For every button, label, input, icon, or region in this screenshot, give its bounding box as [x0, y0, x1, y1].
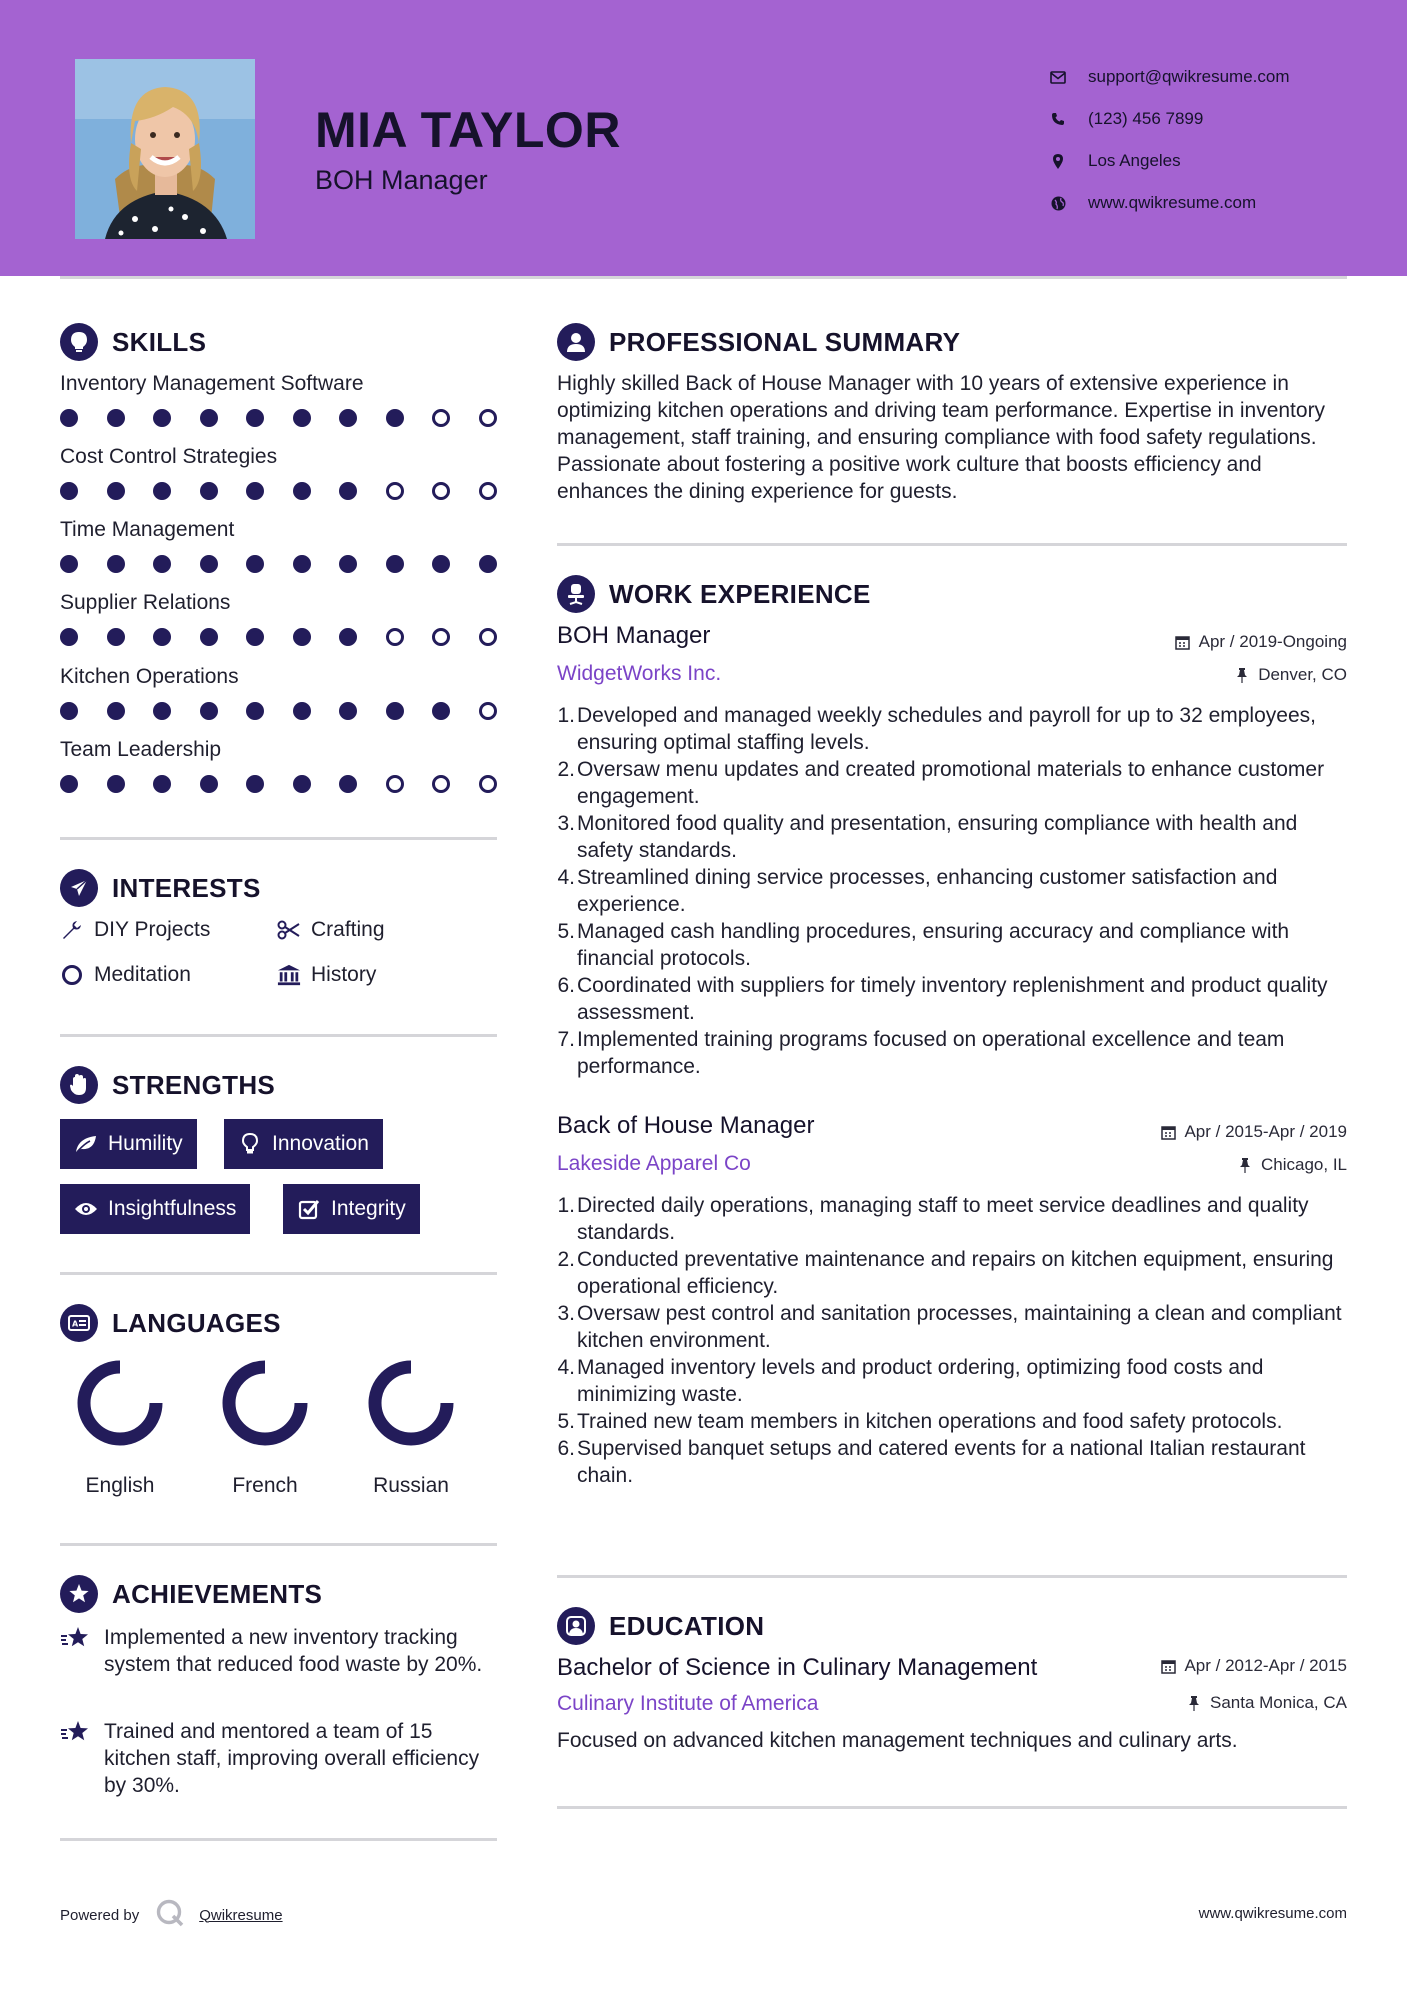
contact-website-text: www.qwikresume.com: [1088, 193, 1257, 212]
lightbulb-icon: [60, 323, 98, 361]
rating-dot-filled: [386, 409, 404, 427]
skill-rating: [60, 482, 525, 500]
language-item: [60, 1358, 180, 1498]
strength-label: Insightfulness: [108, 1197, 237, 1220]
education-description: Focused on advanced kitchen management techniques and culinary arts.: [557, 1729, 1238, 1752]
job-location-text: Chicago, IL: [1261, 1155, 1347, 1174]
bullet-item: 5. Managed cash handling procedures, ensuring accuracy and compliance with financial protocols.: [557, 918, 1347, 972]
language-ring: [75, 1358, 165, 1448]
qwikresume-logo-icon: [155, 1898, 185, 1932]
rating-dot-filled: [293, 409, 311, 427]
rating-dot-empty: [432, 409, 450, 427]
bullet-text: Implemented training programs focused on operational excellence and team performance.: [577, 1028, 1285, 1078]
job-location-text: Denver, CO: [1258, 665, 1347, 684]
language-level-arc: [375, 1367, 447, 1439]
rating-dot-filled: [107, 628, 125, 646]
rating-dot-filled: [293, 702, 311, 720]
hand-icon: [60, 1066, 98, 1104]
user-icon: [557, 323, 595, 361]
rating-dot-filled: [339, 628, 357, 646]
rating-dot-filled: [200, 702, 218, 720]
rating-dot-filled: [60, 555, 78, 573]
skills-title: SKILLS: [112, 326, 207, 357]
rating-dot-empty: [479, 482, 497, 500]
languages-title: LANGUAGES: [112, 1307, 281, 1338]
bullet-text: Supervised banquet setups and catered events for a national Italian restaurant chain.: [577, 1437, 1306, 1487]
rating-dot-filled: [293, 555, 311, 573]
education-location: [1186, 1693, 1347, 1713]
envelope-icon: [1050, 69, 1066, 85]
rating-dot-filled: [246, 702, 264, 720]
rating-dot-filled: [60, 628, 78, 646]
achievement-text: Implemented a new inventory tracking system that reduced food waste by 20%.: [104, 1626, 483, 1676]
rating-dot-filled: [386, 702, 404, 720]
interests-title: INTERESTS: [112, 872, 261, 903]
skill-name: Inventory Management Software: [60, 372, 364, 395]
rating-dot-empty: [479, 702, 497, 720]
bullet-text: Oversaw pest control and sanitation processes, maintaining a clean and compliant kitchen environment.: [577, 1302, 1342, 1352]
skill-rating: [60, 409, 525, 427]
office-chair-icon: [557, 575, 595, 613]
rating-dot-filled: [339, 702, 357, 720]
interest-label: History: [311, 963, 377, 986]
bullet-item: 7. Implemented training programs focused on operational excellence and team performance.: [557, 1026, 1347, 1080]
skill-name: Time Management: [60, 518, 235, 541]
rating-dot-filled: [107, 482, 125, 500]
strength-label: Innovation: [272, 1132, 369, 1155]
experience-title: WORK EXPERIENCE: [609, 578, 871, 609]
language-label: Russian: [373, 1474, 449, 1497]
rating-dot-filled: [153, 628, 171, 646]
interest-item: [60, 963, 191, 987]
skill-rating: [60, 628, 525, 646]
job-title: Back of House Manager: [557, 1112, 815, 1139]
language-label: English: [85, 1474, 155, 1497]
rating-dot-empty: [386, 482, 404, 500]
section-divider: [60, 1838, 497, 1841]
language-level-arc: [84, 1367, 156, 1439]
bullet-text: Trained new team members in kitchen operations and food safety protocols.: [577, 1410, 1283, 1433]
rating-dot-filled: [60, 702, 78, 720]
strengths-heading: [60, 1066, 275, 1104]
rating-dot-filled: [107, 555, 125, 573]
rating-dot-filled: [153, 775, 171, 793]
rating-dot-filled: [432, 555, 450, 573]
candidate-role: BOH Manager: [315, 165, 488, 195]
language-level-arc: [229, 1367, 301, 1439]
interest-item: [60, 918, 210, 942]
rating-dot-filled: [246, 555, 264, 573]
rating-dot-empty: [432, 775, 450, 793]
profile-photo: [75, 59, 255, 239]
map-pin-icon: [1050, 153, 1066, 169]
star-icon: [60, 1624, 90, 1654]
language-item: [351, 1358, 471, 1498]
achievement-text: Trained and mentored a team of 15 kitchen staff, improving overall efficiency by 30%.: [104, 1720, 480, 1797]
rating-dot-filled: [246, 409, 264, 427]
rating-dot-filled: [200, 628, 218, 646]
languages-heading: [60, 1304, 281, 1342]
education-dates: [1160, 1656, 1347, 1676]
rating-dot-filled: [386, 555, 404, 573]
skill-name: Supplier Relations: [60, 591, 231, 614]
leaf-icon: [74, 1132, 98, 1156]
strength-label: Humility: [108, 1132, 183, 1155]
rating-dot-empty: [432, 628, 450, 646]
contact-email-text: support@qwikresume.com: [1088, 67, 1290, 86]
skill-name: Cost Control Strategies: [60, 445, 278, 468]
resume-header: [0, 0, 1407, 276]
contact-location-text: Los Angeles: [1088, 151, 1181, 170]
rating-dot-empty: [432, 482, 450, 500]
job-location: [1237, 1155, 1347, 1175]
lightbulb-icon: [238, 1132, 262, 1156]
section-divider: [60, 1272, 497, 1275]
skill-rating: [60, 555, 525, 573]
job-location: [1234, 665, 1347, 685]
bullet-item: 1. Developed and managed weekly schedules and payroll for up to 32 employees, ensuring optimal staffing levels.: [557, 702, 1347, 756]
rating-dot-filled: [153, 702, 171, 720]
achievements-heading: [60, 1575, 322, 1613]
bank-icon: [277, 963, 301, 987]
interest-label: Meditation: [94, 963, 191, 986]
rating-dot-filled: [153, 482, 171, 500]
rating-dot-filled: [107, 702, 125, 720]
summary-heading: [557, 323, 960, 361]
job-title: BOH Manager: [557, 622, 711, 649]
school-name: Culinary Institute of America: [557, 1692, 819, 1715]
education-location-text: Santa Monica, CA: [1209, 1693, 1347, 1712]
rating-dot-filled: [200, 555, 218, 573]
calendar-icon: [1160, 1658, 1176, 1674]
bullet-text: Directed daily operations, managing staff to meet service deadlines and quality standards.: [577, 1194, 1309, 1244]
rating-dot-filled: [339, 555, 357, 573]
rating-dot-empty: [386, 775, 404, 793]
scissors-icon: [277, 918, 301, 942]
language-label: French: [232, 1474, 298, 1497]
section-divider: [60, 1543, 497, 1546]
contact-location: [1050, 140, 1290, 182]
rating-dot-empty: [479, 628, 497, 646]
skill-rating: [60, 702, 525, 720]
rating-dot-filled: [60, 775, 78, 793]
education-dates-text: Apr / 2012-Apr / 2015: [1184, 1656, 1347, 1675]
section-divider: [557, 1575, 1347, 1578]
job-dates: [1160, 1122, 1347, 1142]
interest-label: DIY Projects: [94, 918, 211, 941]
job-company: WidgetWorks Inc.: [557, 662, 722, 685]
eye-icon: [74, 1197, 98, 1221]
calendar-icon: [1175, 634, 1191, 650]
achievements-title: ACHIEVEMENTS: [112, 1578, 323, 1609]
job-dates-text: Apr / 2015-Apr / 2019: [1184, 1122, 1347, 1141]
rating-dot-filled: [339, 409, 357, 427]
rating-dot-filled: [107, 409, 125, 427]
rating-dot-filled: [293, 775, 311, 793]
rating-dot-empty: [479, 775, 497, 793]
language-ring: [220, 1358, 310, 1448]
interest-label: Crafting: [311, 918, 385, 941]
job-dates: [1175, 632, 1347, 652]
achievement-item: [60, 1718, 500, 1799]
pushpin-icon: [1234, 667, 1250, 683]
rating-dot-filled: [200, 775, 218, 793]
rating-dot-filled: [246, 482, 264, 500]
contact-email[interactable]: [1050, 56, 1290, 98]
skill-name: Team Leadership: [60, 738, 222, 761]
language-item: [205, 1358, 325, 1498]
bullet-text: Oversaw menu updates and created promotional materials to enhance customer engagement.: [577, 758, 1325, 808]
summary-title: PROFESSIONAL SUMMARY: [609, 326, 961, 357]
bullet-text: Managed inventory levels and product ordering, optimizing food costs and minimizing waste.: [577, 1356, 1264, 1406]
wrench-icon: [60, 918, 84, 942]
strength-label: Integrity: [331, 1197, 406, 1220]
contact-phone-text: (123) 456 7899: [1088, 109, 1204, 128]
bullet-text: Conducted preventative maintenance and repairs on kitchen equipment, ensuring operational efficiency.: [577, 1248, 1334, 1298]
language-ring: [366, 1358, 456, 1448]
rating-dot-filled: [479, 555, 497, 573]
bullet-item: 4. Managed inventory levels and product ordering, optimizing food costs and minimizing waste.: [557, 1354, 1347, 1408]
summary-text: Highly skilled Back of House Manager with 10 years of extensive experience in optimizing kitchen operations and driving team performance. Expertise in inventory management, staff training, and ensuring compliance with food safety regulations. Passionate about fostering a positive work culture that boosts efficiency and enhances the dining experience for guests.: [557, 372, 1326, 503]
header-divider: [60, 276, 1347, 279]
achievement-item: [60, 1624, 500, 1678]
footer-powered-by: [60, 1898, 283, 1932]
bullet-text: Developed and managed weekly schedules and payroll for up to 32 employees, ensuring optimal staffing levels.: [577, 704, 1316, 754]
pushpin-icon: [1237, 1157, 1253, 1173]
rating-dot-filled: [200, 409, 218, 427]
rating-dot-filled: [107, 775, 125, 793]
strengths-title: STRENGTHS: [112, 1069, 276, 1100]
job-company: Lakeside Apparel Co: [557, 1152, 751, 1175]
powered-by-label: Powered by: [60, 1906, 140, 1924]
rating-dot-filled: [293, 628, 311, 646]
bullet-item: 5. Trained new team members in kitchen operations and food safety protocols.: [557, 1410, 1283, 1433]
rating-dot-empty: [479, 409, 497, 427]
contact-website[interactable]: [1050, 182, 1290, 224]
strength-badge: [283, 1184, 420, 1234]
bullet-item: 6. Supervised banquet setups and catered events for a national Italian restaurant chain.: [557, 1435, 1347, 1489]
rating-dot-filled: [339, 482, 357, 500]
rating-dot-filled: [246, 775, 264, 793]
id-card-icon: [60, 1304, 98, 1342]
paper-plane-icon: [60, 869, 98, 907]
strength-badge: [60, 1184, 250, 1234]
rating-dot-filled: [339, 775, 357, 793]
bullet-item: 2. Conducted preventative maintenance and repairs on kitchen equipment, ensuring operational efficiency.: [557, 1246, 1347, 1300]
education-title: EDUCATION: [609, 1610, 765, 1641]
bullet-item: 3. Monitored food quality and presentation, ensuring compliance with health and safety standards.: [557, 810, 1347, 864]
interest-item: [277, 963, 376, 987]
star-icon: [60, 1718, 90, 1748]
rating-dot-filled: [153, 409, 171, 427]
strength-badge: [224, 1119, 383, 1169]
skill-name: Kitchen Operations: [60, 665, 239, 688]
bullet-item: 3. Oversaw pest control and sanitation processes, maintaining a clean and compliant kitchen environment.: [557, 1300, 1347, 1354]
rating-dot-filled: [432, 702, 450, 720]
bullet-item: 1. Directed daily operations, managing staff to meet service deadlines and quality standards.: [557, 1192, 1347, 1246]
contact-phone[interactable]: [1050, 98, 1290, 140]
degree-title: Bachelor of Science in Culinary Management: [557, 1654, 1038, 1681]
interests-heading: [60, 869, 261, 907]
rating-dot-filled: [153, 555, 171, 573]
bullet-item: 4. Streamlined dining service processes, enhancing customer satisfaction and experience.: [557, 864, 1347, 918]
rating-dot-filled: [60, 409, 78, 427]
rating-dot-empty: [386, 628, 404, 646]
star-badge-icon: [60, 1575, 98, 1613]
bullet-text: Monitored food quality and presentation, ensuring compliance with health and safety standards.: [577, 812, 1298, 862]
section-divider: [557, 543, 1347, 546]
skill-rating: [60, 775, 525, 793]
footer-url[interactable]: www.qwikresume.com: [1198, 1905, 1347, 1922]
bullet-item: 2. Oversaw menu updates and created promotional materials to enhance customer engagement.: [557, 756, 1347, 810]
pushpin-icon: [1186, 1695, 1202, 1711]
qwikresume-link[interactable]: Qwikresume: [199, 1906, 283, 1924]
experience-heading: [557, 575, 871, 613]
svg-text:A: A: [72, 1319, 79, 1329]
section-divider: [60, 1034, 497, 1037]
rating-dot-filled: [200, 482, 218, 500]
skills-heading: [60, 323, 206, 361]
job-dates-text: Apr / 2019-Ongoing: [1198, 632, 1347, 651]
rating-dot-filled: [60, 482, 78, 500]
bullet-text: Managed cash handling procedures, ensuring accuracy and compliance with financial protocols.: [577, 920, 1290, 970]
rating-dot-filled: [246, 628, 264, 646]
bullet-item: 6. Coordinated with suppliers for timely inventory replenishment and product quality assessment.: [557, 972, 1347, 1026]
section-divider: [60, 837, 497, 840]
circle-icon: [60, 963, 84, 987]
strength-badge: [60, 1119, 197, 1169]
phone-icon: [1050, 111, 1066, 127]
candidate-name: MIA TAYLOR: [315, 102, 621, 158]
rating-dot-filled: [293, 482, 311, 500]
checkbox-icon: [297, 1197, 321, 1221]
calendar-icon: [1160, 1124, 1176, 1140]
bullet-text: Streamlined dining service processes, enhancing customer satisfaction and experience.: [577, 866, 1278, 916]
graduate-icon: [557, 1607, 595, 1645]
job-bullets: [557, 702, 1347, 1080]
contact-list: [1050, 56, 1290, 224]
section-divider: [557, 1806, 1347, 1809]
bullet-text: Coordinated with suppliers for timely inventory replenishment and product quality assessment.: [577, 974, 1328, 1024]
interest-item: [277, 918, 385, 942]
education-heading: [557, 1607, 764, 1645]
globe-icon: [1050, 195, 1066, 211]
job-bullets: [557, 1192, 1347, 1489]
